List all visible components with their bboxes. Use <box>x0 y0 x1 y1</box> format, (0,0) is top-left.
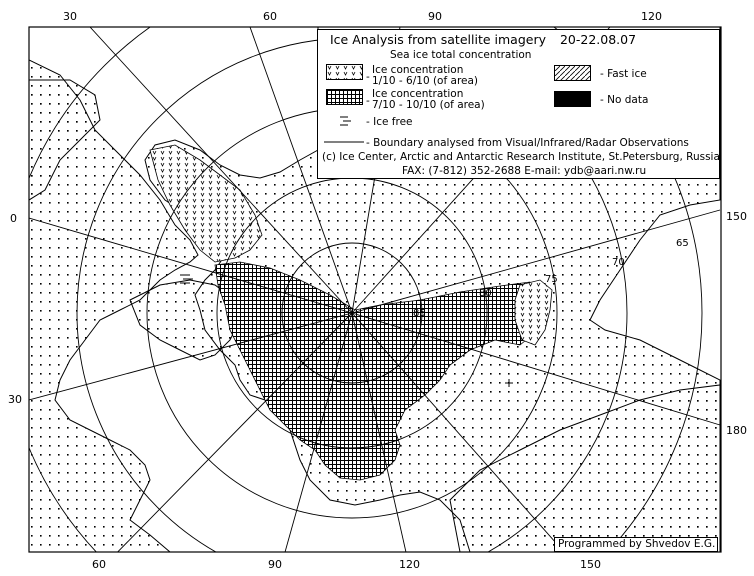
grid-pattern-icon <box>327 90 362 104</box>
swatch-fast-ice <box>554 65 591 81</box>
legend-boundary: - Boundary analysed from Visual/Infrared/Radar Observations <box>366 137 689 149</box>
lat-label-85: 85 <box>413 308 426 319</box>
legend-subtitle: Sea ice total concentration <box>390 49 532 61</box>
legend-date: 20-22.08.07 <box>559 32 637 47</box>
lat-label-70: 70 <box>612 257 625 268</box>
legend-no-data: - No data <box>600 94 649 106</box>
hatch-pattern-icon <box>555 66 590 80</box>
legend-copyright: (c) Ice Center, Arctic and Antarctic Research Institute, St.Petersburg, Russia <box>322 151 720 163</box>
swatch-no-data <box>554 91 591 107</box>
lat-label-75: 75 <box>545 274 558 285</box>
lon-label-top-120: 120 <box>641 10 662 23</box>
swatch-low-concentration <box>326 64 363 80</box>
lon-label-bottom-90: 90 <box>268 558 282 571</box>
lon-label-bottom-120: 120 <box>399 558 420 571</box>
lon-label-right-180: 180 <box>726 424 747 437</box>
legend-title-text: Ice Analysis from satellite imagery <box>330 32 546 47</box>
vee-pattern-icon <box>327 65 362 79</box>
legend-high-line2: 7/10 - 10/10 (of area) <box>372 99 485 111</box>
ice-free-icon <box>336 115 356 127</box>
swatch-high-concentration <box>326 89 363 105</box>
programmer-credit: Programmed by Shvedov E.G. <box>554 537 718 552</box>
legend-title <box>330 34 636 46</box>
legend-ice-free: - Ice free <box>366 116 413 128</box>
boundary-line-icon <box>322 139 366 145</box>
lon-label-right-150: 150 <box>726 210 747 223</box>
legend-dash-low: - <box>366 71 370 83</box>
lon-label-top-60: 60 <box>263 10 277 23</box>
lon-label-bottom-150: 150 <box>580 558 601 571</box>
lon-label-left-30: 30 <box>8 393 22 406</box>
lat-label-65: 65 <box>676 238 689 249</box>
lon-label-left-0: 0 <box>10 212 17 225</box>
legend-fast-ice: - Fast ice <box>600 68 647 80</box>
legend-low-line1: Ice concentration <box>372 64 464 76</box>
lon-label-top-30: 30 <box>63 10 77 23</box>
legend-low-line2: 1/10 - 6/10 (of area) <box>372 75 479 87</box>
lon-label-bottom-60: 60 <box>92 558 106 571</box>
lon-label-top-90: 90 <box>428 10 442 23</box>
legend-contact: FAX: (7-812) 352-2688 E-mail: ydb@aari.nw.ru <box>402 165 647 177</box>
legend-high-line1: Ice concentration <box>372 88 464 100</box>
map-legend <box>317 29 720 179</box>
lat-label-80: 80 <box>479 288 492 299</box>
legend-dash-high: - <box>366 95 370 107</box>
